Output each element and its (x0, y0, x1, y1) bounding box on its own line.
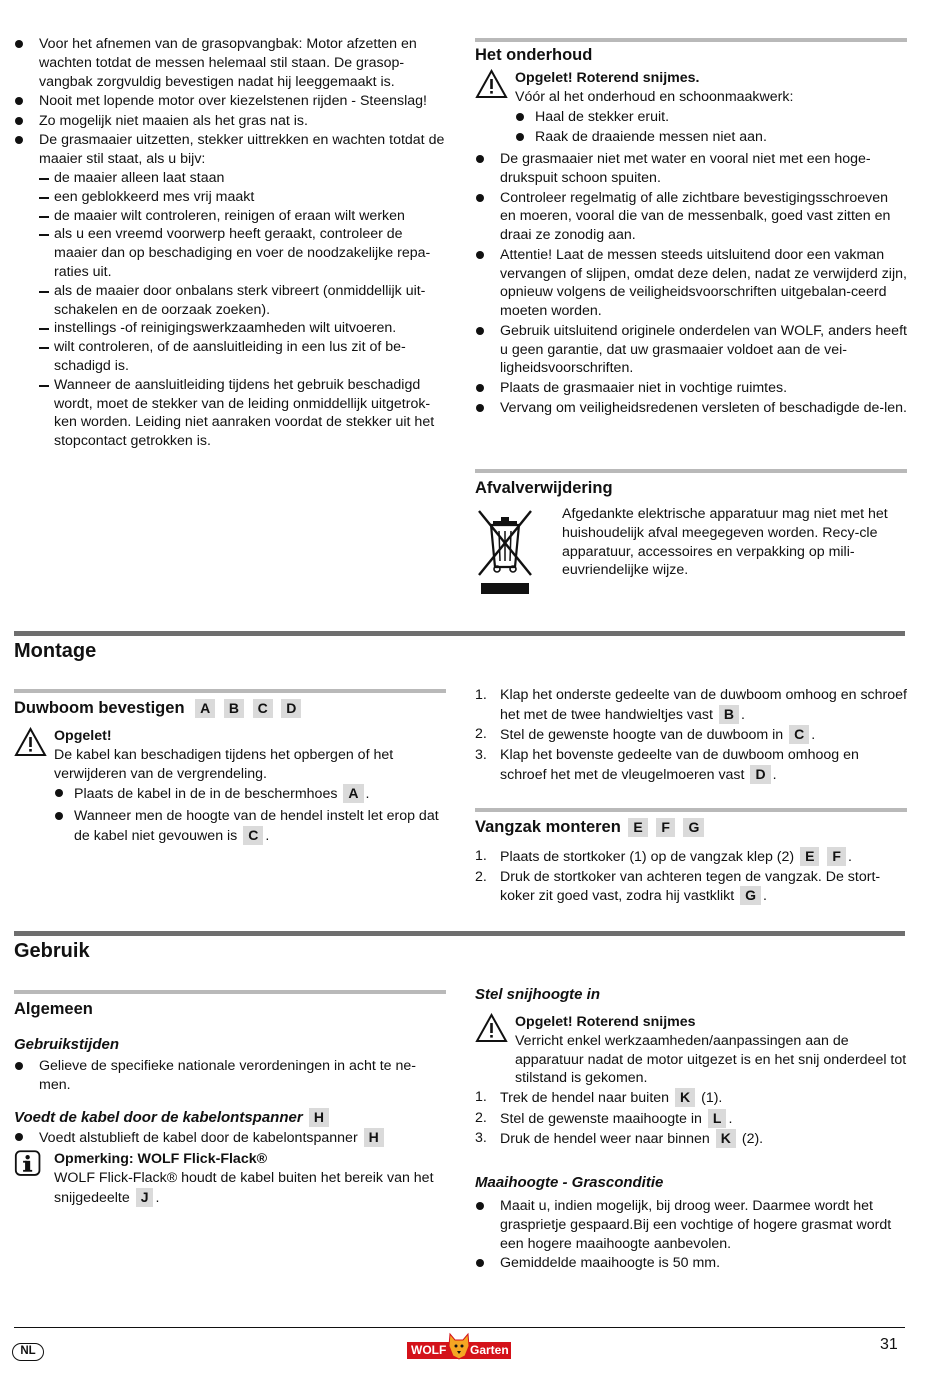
step-number: 3. (475, 746, 487, 763)
warning-list (54, 784, 446, 845)
note-text: WOLF Flick-Flack® houdt de kabel buiten het bereik van het snijgedeelte J . (54, 1170, 434, 1206)
step-number: 2. (475, 868, 487, 885)
figure-tag: E (628, 818, 647, 837)
onderhoud-section (475, 38, 907, 418)
note-text-body: WOLF Flick-Flack® houdt de kabel buiten het bereik van het snijgedeelte (54, 1170, 434, 1206)
tijden-list (14, 1057, 446, 1095)
kabel-list (14, 1128, 446, 1148)
figure-tag: D (750, 765, 770, 784)
wolf-logo-text: WOLF (411, 1343, 447, 1357)
subsection-title (14, 1108, 446, 1127)
subsection-title: Stel snijhoogte in (475, 986, 601, 1003)
duwboom-title: Duwboom bevestigen (14, 699, 185, 717)
note-box (14, 1150, 446, 1207)
section-rule (475, 808, 907, 812)
step-number: 2. (475, 1109, 487, 1126)
warning-box (475, 69, 907, 147)
step-text: Klap het onderste gedeelte van de duwboom omhoog en schroef het met de twee handwieltjes vast (500, 687, 907, 723)
figure-tag: E (800, 847, 819, 866)
list-item: 2. Stel de gewenste hoogte van de duwboom in C . (475, 726, 816, 744)
afval-text: Afgedankte elektrische apparatuur mag niet met het huishoudelijk afval meegegeven worden. Recy-cle apparatuur, accessoires en verpakking op mili-euvriendelijke wijze. (562, 506, 888, 579)
kabel-title: Voedt de kabel door de kabelontspanner (14, 1108, 303, 1126)
weee-bin-icon (475, 507, 535, 597)
figure-tag: G (683, 818, 704, 837)
warning-box (475, 1013, 907, 1088)
garten-logo-text: Garten (470, 1343, 509, 1357)
section-title: Afvalverwijdering (475, 479, 613, 497)
list-item: een geblokkeerd mes vrij maakt (39, 188, 446, 207)
wolf-logo-icon (447, 1332, 471, 1360)
section-rule (475, 38, 907, 42)
list-item: Haal de stekker eruit. (515, 108, 907, 127)
vangzak-section (475, 808, 907, 907)
list-item: instellings -of reinigingswerkzaamheden wilt uitvoeren. (39, 319, 446, 338)
list-item: Plaats de kabel in de in de beschermhoes A . (54, 784, 446, 804)
list-item: wilt controleren, of de aansluitleiding in een lus zit of be-schadigd is. (39, 338, 446, 376)
page-number: 31 (880, 1336, 898, 1353)
step-number: 3. (475, 1130, 487, 1147)
list-item: 2. Druk de stortkoker van achteren tegen de vangzak. De stort-koker zit goed vast, zodra hij vastklikt G . (475, 868, 881, 905)
list-item: De grasmaaier niet met water en vooral niet met een hoge-drukspuit schoon spuiten. (475, 150, 907, 188)
warning-title: Opgelet! (54, 728, 112, 744)
list-item: Wanneer men de hoogte van de hendel instelt let erop dat de kabel niet gevouwen is C . (54, 807, 446, 846)
list-item: Raak de draaiende messen niet aan. (515, 128, 907, 147)
montage-title: Montage (14, 640, 97, 662)
figure-tag: C (253, 699, 273, 718)
figure-tag: F (827, 847, 846, 866)
list-item: 1. Plaats de stortkoker (1) op de vangzak klep (2) E F . (475, 848, 852, 865)
vangzak-title: Vangzak monteren (475, 818, 621, 836)
subsection-title: Maaihoogte - Grasconditie (475, 1174, 664, 1192)
section-title: Algemeen (14, 1000, 93, 1018)
list-item (475, 1129, 907, 1149)
list-item: Gelieve de specifieke nationale verordeningen in acht te ne-men. (14, 1057, 446, 1095)
subsection-title: Gebruikstijden (14, 1036, 120, 1053)
list-item: Voor het afnemen van de grasopvangbak: Motor afzetten en wachten totdat de messen helemaal stil staan. De grasop-vangbak zorgvuldig bevestigen nadat hij leeggemaakt is. (14, 35, 446, 91)
section-rule (475, 469, 907, 473)
info-icon (14, 1150, 44, 1178)
warning-triangle-icon (475, 1013, 508, 1043)
duwboom-steps (475, 686, 907, 785)
figure-tag: F (656, 818, 675, 837)
dash-list (14, 169, 446, 451)
gebruik-title: Gebruik (14, 940, 90, 962)
note-title: Opmerking: WOLF Flick-Flack® (54, 1151, 268, 1168)
list-item: de maaier wilt controleren, reinigen of eraan wilt werken (39, 207, 446, 226)
section-rule (14, 689, 446, 693)
afval-section (475, 469, 907, 579)
step-text: Druk de hendel weer naar binnen (500, 1131, 710, 1148)
figure-tag: C (243, 826, 263, 845)
list-item: als u een vreemd voorwerp heeft geraakt, controleer de maaier dan op beschadiging en voer de noodzakelijke repa-raties uit. (39, 225, 446, 281)
list-item: Plaats de grasmaaier niet in vochtige ruimtes. (475, 379, 907, 398)
montage-rule (14, 631, 905, 636)
step-suffix: . (728, 1110, 733, 1127)
step-text: Trek de hendel naar buiten (500, 1090, 670, 1107)
warning-text: De kabel kan beschadigen tijdens het opbergen of het verwijderen van de vergrendeling. (54, 746, 394, 782)
warning-box (14, 727, 446, 846)
figure-tag: A (195, 699, 215, 718)
step-number: 1. (475, 687, 487, 703)
list-item: Controleer regelmatig of alle zichtbare bevestigingsschroeven en moeren, vooral die van de messenbalk, goed vast zitten en draai ze zonodig aan. (475, 189, 907, 245)
list-item: als de maaier door onbalans sterk vibreert (onmiddellijk uit-schakelen en de oorzaak zoeken). (39, 282, 446, 320)
maai-list (475, 1197, 907, 1273)
list-item (14, 131, 446, 451)
duwboom-section (14, 689, 446, 847)
list-item: Zo mogelijk niet maaien als het gras nat is. (14, 112, 446, 131)
maintenance-list (475, 150, 907, 417)
section-title: Het onderhoud (475, 46, 593, 64)
list-item: 1. Klap het onderste gedeelte van de duwboom omhoog en schroef het met de twee handwieltjes vast B . (475, 687, 907, 723)
list-item (475, 1109, 907, 1129)
figure-tag: J (136, 1188, 154, 1207)
list-item (475, 1088, 907, 1108)
list-item: Wanneer de aansluitleiding tijdens het gebruik beschadigd wordt, moet de stekker van de leiding onmiddellijk uitgetrok-ken worden. Leiding niet aanraken voordat de stekker uit het stopcontact getrokken is. (39, 376, 446, 451)
step-text: Plaats de stortkoker (1) op de vangzak klep (2) (500, 849, 795, 865)
language-label: NL (20, 1345, 36, 1357)
left-top-column (14, 35, 446, 452)
figure-tag: H (309, 1108, 329, 1127)
section-rule (14, 990, 446, 994)
wolf-logo (407, 1332, 511, 1360)
list-item: Nooit met lopende motor over kiezelstenen rijden - Steenslag! (14, 92, 446, 111)
list-item-text: Plaats de kabel in de in de beschermhoes (74, 786, 338, 803)
gebruik-left (14, 990, 446, 1208)
warning-list (515, 108, 907, 148)
figure-tag: C (789, 725, 809, 744)
list-item (14, 1128, 446, 1148)
list-item: Gebruik uitsluitend originele onderdelen van WOLF, anders heeft u geen garantie, dat uw grasmaaier voldoet aan de vei-ligheidsvoorschriften. (475, 322, 907, 378)
step-suffix: (2). (741, 1131, 764, 1148)
snij-steps (475, 1088, 907, 1149)
language-badge (12, 1343, 44, 1361)
warning-triangle-icon (475, 69, 508, 99)
step-text: Druk de stortkoker van achteren tegen de vangzak. De stort-koker zit goed vast, zodra hij vastklikt (500, 868, 881, 905)
figure-tag: G (740, 886, 761, 905)
footer-rule (14, 1327, 905, 1328)
figure-tag: A (343, 784, 363, 803)
list-item-text: De grasmaaier uitzetten, stekker uittrekken en wachten totdat de maaier stil staat, als u bijv: (39, 132, 445, 168)
steps-list (475, 847, 907, 906)
gebruik-right (475, 985, 907, 1274)
figure-tag: K (675, 1088, 695, 1107)
step-text: Klap het bovenste gedeelte van de duwboom omhoog en schroef het met de vleugelmoeren vast (500, 746, 859, 783)
step-text: Stel de gewenste maaihoogte in (500, 1110, 702, 1127)
steps-list (475, 686, 907, 785)
list-item-text: Wanneer men de hoogte van de hendel instelt let erop dat de kabel niet gevouwen is (74, 808, 439, 844)
step-number: 2. (475, 726, 487, 743)
step-text: Stel de gewenste hoogte van de duwboom in (500, 727, 784, 744)
figure-tag: B (719, 705, 739, 724)
warning-text: Vóór al het onderhoud en schoonmaakwerk: (515, 88, 794, 105)
figure-tag: H (364, 1128, 384, 1147)
step-number: 1. (475, 848, 487, 864)
safety-list (14, 35, 446, 451)
figure-tag: B (224, 699, 244, 718)
figure-tag: L (708, 1109, 727, 1128)
list-item: 3. Klap het bovenste gedeelte van de duwboom omhoog en schroef het met de vleugelmoeren vast D . (475, 746, 859, 783)
list-item: de maaier alleen laat staan (39, 169, 446, 188)
warning-text: Verricht enkel werkzaamheden/aanpassingen aan de apparatuur nadat de motor uitgezet is en het snij onderdeel tot stilstand is gekomen. (515, 1032, 907, 1087)
section-title (14, 698, 446, 718)
figure-tag: K (716, 1129, 736, 1148)
list-item: Maait u, indien mogelijk, bij droog weer. Daarmee wordt het grasprietje gespaard.Bij een vochtige of hogere grasmat wordt een hogere maaihoogte aanbevolen. (475, 1197, 907, 1253)
warning-triangle-icon (14, 727, 47, 757)
warning-title: Opgelet! Roterend snijmes. (515, 70, 700, 86)
figure-tag: D (281, 699, 301, 718)
list-item: Attentie! Laat de messen steeds uitsluitend door een vakman vervangen of slijpen, omdat deze delen, nadat ze verwijderd zijn, opnieuw volgens de veiligheidsvoorschriften uitgebalan-ceerd moeten worden. (475, 246, 907, 321)
gebruik-rule (14, 931, 905, 936)
step-number: 1. (475, 1089, 487, 1106)
list-item-text: Voedt alstublieft de kabel door de kabelontspanner (39, 1129, 358, 1146)
list-item: Vervang om veiligheidsredenen versleten of beschadigde de-len. (475, 399, 907, 418)
section-title (475, 817, 907, 837)
list-item: Gemiddelde maaihoogte is 50 mm. (475, 1254, 907, 1273)
warning-title: Opgelet! Roterend snijmes (515, 1014, 696, 1030)
step-suffix: (1). (701, 1090, 723, 1107)
